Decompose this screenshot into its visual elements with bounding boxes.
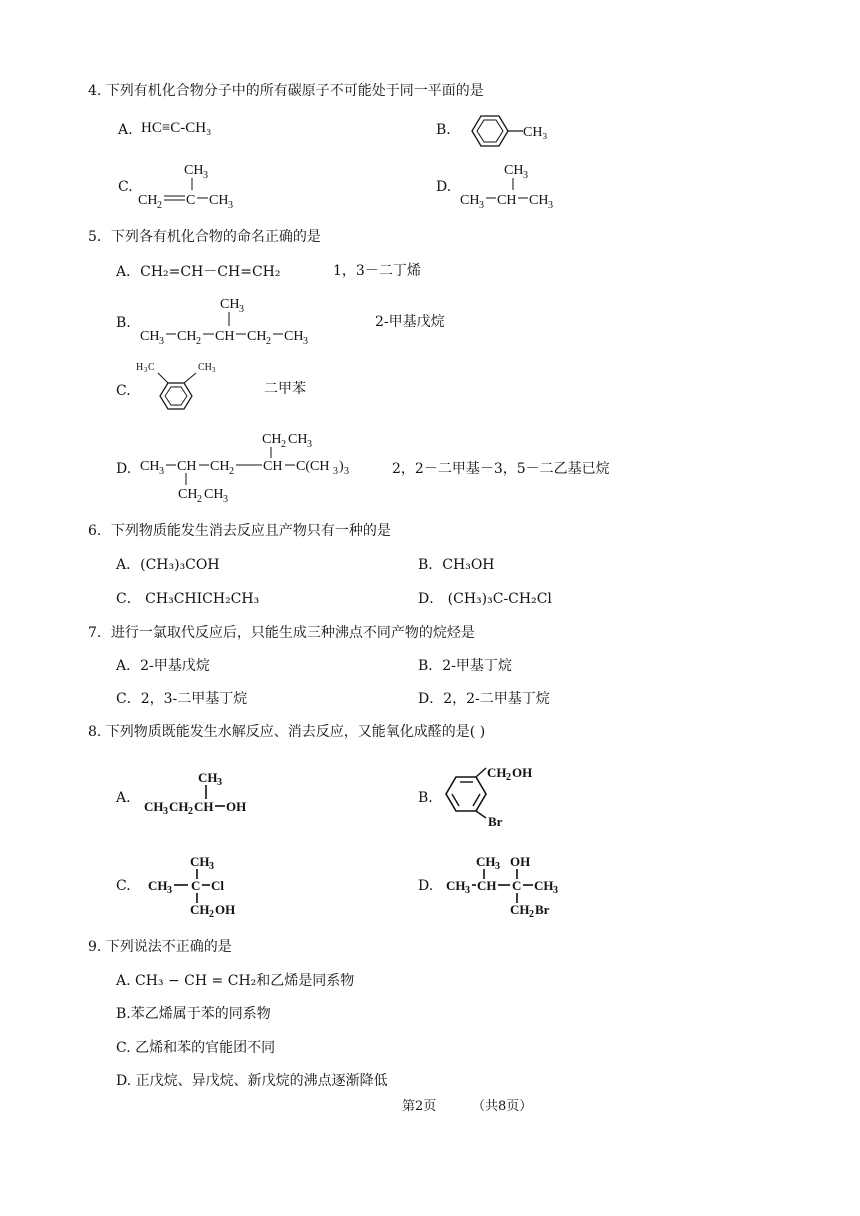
q8-a-structure [142,767,272,817]
svg-text:CH: CH [194,799,214,814]
q7-option-a: A．2-甲基戊烷 [116,658,210,674]
q5-option-d-label: D. [116,461,132,477]
q7-option-d: D．2，2-二甲基丁烷 [418,691,550,707]
q9-option-a: A. CH₃ − CH = CH₂和乙烯是同系物 [116,973,355,989]
q5-option-c-name: 二甲苯 [264,381,306,397]
q4-option-d-label: D. [436,179,452,195]
q9-stem: 9. 下列说法不正确的是 [88,939,232,955]
toluene-structure [455,106,565,156]
svg-text:H: H [136,362,144,373]
svg-text:CH: CH [184,163,204,178]
q6-option-d: D． (CH₃)₃C-CH₂Cl [418,591,552,607]
q5-option-a: A．CH₂=CH－CH=CH₂ [116,264,281,280]
svg-text:2: 2 [229,466,234,477]
q5-option-b-label: B. [116,315,131,331]
q8-c-structure [146,852,256,922]
q8-option-b-label: B. [418,790,433,806]
q7-stem: 7．进行一氯取代反应后，只能生成三种沸点不同产物的烷烃是 [88,625,475,641]
svg-text:Br: Br [535,902,550,917]
svg-text:OH: OH [510,854,531,869]
svg-text:3: 3 [553,885,558,896]
svg-text:C: C [191,878,201,893]
q8-option-d-label: D. [418,878,434,894]
svg-text:3: 3 [548,200,553,211]
svg-text:CH: CH [190,854,210,869]
dimethylbenzene-structure [136,358,226,418]
svg-text:CH: CH [262,432,282,447]
svg-text:3: 3 [167,885,172,896]
q5-option-d-name: 2，2－二甲基－3，5－二乙基已烷 [392,461,610,477]
q4-c-structure [136,160,256,210]
q5-stem: 5．下列各有机化合物的命名正确的是 [88,229,321,245]
q5-option-a-name: 1，3－二丁烯 [333,263,421,279]
q9-option-d: D. 正戊烷、异戊烷、新戊烷的沸点逐渐降低 [116,1073,388,1089]
q7-option-c: C．2，3-二甲基丁烷 [116,691,248,707]
svg-text:2: 2 [281,439,286,450]
svg-text:CH: CH [504,163,524,178]
q4-option-b-label: B. [436,122,451,138]
svg-text:3: 3 [303,336,308,347]
svg-text:C(CH: C(CH [296,459,330,474]
q8-option-a-label: A. [116,790,131,806]
q4-stem: 4. 下列有机化合物分子中的所有碳原子不可能处于同一平面的是 [88,83,484,99]
svg-text:3: 3 [307,439,312,450]
svg-text:3: 3 [144,366,148,374]
q8-d-structure [444,852,584,922]
svg-text:Br: Br [488,814,503,829]
page-total: （共8页） [472,1099,533,1114]
svg-text:3: 3 [159,336,164,347]
svg-text:CH: CH [497,193,517,208]
svg-text:C: C [512,878,522,893]
svg-text:CH: CH [209,193,229,208]
svg-text:CH: CH [476,854,496,869]
svg-text:CH: CH [487,765,507,780]
svg-text:OH: OH [215,902,236,917]
page-number: 第2页 [402,1099,437,1114]
q4-option-a-formula: HC≡C-CH₃ [141,120,212,136]
svg-text:CH: CH [460,193,480,208]
svg-text:3: 3 [217,777,222,788]
q5-option-c-label: C. [116,383,131,399]
svg-text:CH: CH [169,799,189,814]
q9-option-c: C. 乙烯和苯的官能团不同 [116,1040,276,1056]
svg-text:3: 3 [239,304,244,315]
svg-text:2: 2 [196,336,201,347]
svg-text:CH: CH [177,459,197,474]
q5-d-structure [138,428,378,508]
svg-text:CH: CH [263,459,283,474]
svg-text:CH: CH [534,878,554,893]
q8-b-structure [440,762,560,832]
svg-text:3: 3 [479,200,484,211]
q6-stem: 6．下列物质能发生消去反应且产物只有一种的是 [88,523,391,539]
svg-text:C: C [148,362,155,373]
q5-option-b-name: 2-甲基戊烷 [375,314,445,330]
q4-d-structure [458,160,588,210]
svg-text:3: 3 [465,885,470,896]
svg-text:CH: CH [510,902,530,917]
svg-text:3: 3 [333,466,338,477]
svg-text:3: 3 [203,170,208,181]
q6-option-c: C． CH₃CHICH₂CH₃ [116,591,260,607]
svg-text:3: 3 [495,861,500,872]
svg-text:CH: CH [446,878,466,893]
svg-text:CH: CH [247,329,267,344]
svg-text:CH: CH [198,770,218,785]
q8-option-c-label: C. [116,878,131,894]
svg-text:CH: CH [529,193,549,208]
svg-text:CH: CH [215,329,235,344]
svg-text:CH: CH [177,329,197,344]
svg-text:2: 2 [188,806,193,817]
svg-text:Cl: Cl [211,878,224,893]
svg-text:CH: CH [284,329,304,344]
svg-text:3: 3 [344,466,349,477]
q9-option-b: B.苯乙烯属于苯的同系物 [116,1006,271,1022]
svg-text:2: 2 [506,772,511,783]
svg-text:OH: OH [226,799,247,814]
svg-text:CH: CH [198,362,212,373]
q8-stem: 8. 下列物质既能发生水解反应、消去反应，又能氧化成醛的是( ) [88,724,486,740]
svg-text:CH: CH [144,799,164,814]
q6-option-b: B．CH₃OH [418,557,495,573]
svg-text:CH: CH [204,487,224,502]
svg-text:2: 2 [209,909,214,920]
svg-text:CH: CH [178,487,198,502]
q4-option-a-label: A. [118,122,133,138]
toluene-ch3-label: CH₃ [523,125,548,140]
svg-text:CH: CH [210,459,230,474]
q5-b-structure [138,292,338,348]
svg-text:3: 3 [223,494,228,505]
svg-text:3: 3 [212,366,216,374]
svg-text:CH: CH [138,193,158,208]
svg-text:CH: CH [220,297,240,312]
svg-text:2: 2 [266,336,271,347]
svg-text:C: C [186,193,196,208]
q7-option-b: B．2-甲基丁烷 [418,658,512,674]
svg-text:CH: CH [477,878,497,893]
svg-text:CH: CH [140,459,160,474]
svg-text:OH: OH [512,765,533,780]
svg-text:): ) [339,459,344,474]
svg-text:2: 2 [157,200,162,211]
svg-text:2: 2 [529,909,534,920]
q6-option-a: A．(CH₃)₃COH [116,557,220,573]
svg-text:CH: CH [288,432,308,447]
svg-text:3: 3 [209,861,214,872]
svg-text:3: 3 [163,806,168,817]
svg-text:3: 3 [228,200,233,211]
q4-option-c-label: C. [118,179,133,195]
svg-text:CH: CH [148,878,168,893]
svg-text:CH: CH [190,902,210,917]
svg-text:3: 3 [159,466,164,477]
svg-text:3: 3 [523,170,528,181]
svg-text:2: 2 [197,494,202,505]
svg-text:CH: CH [140,329,160,344]
